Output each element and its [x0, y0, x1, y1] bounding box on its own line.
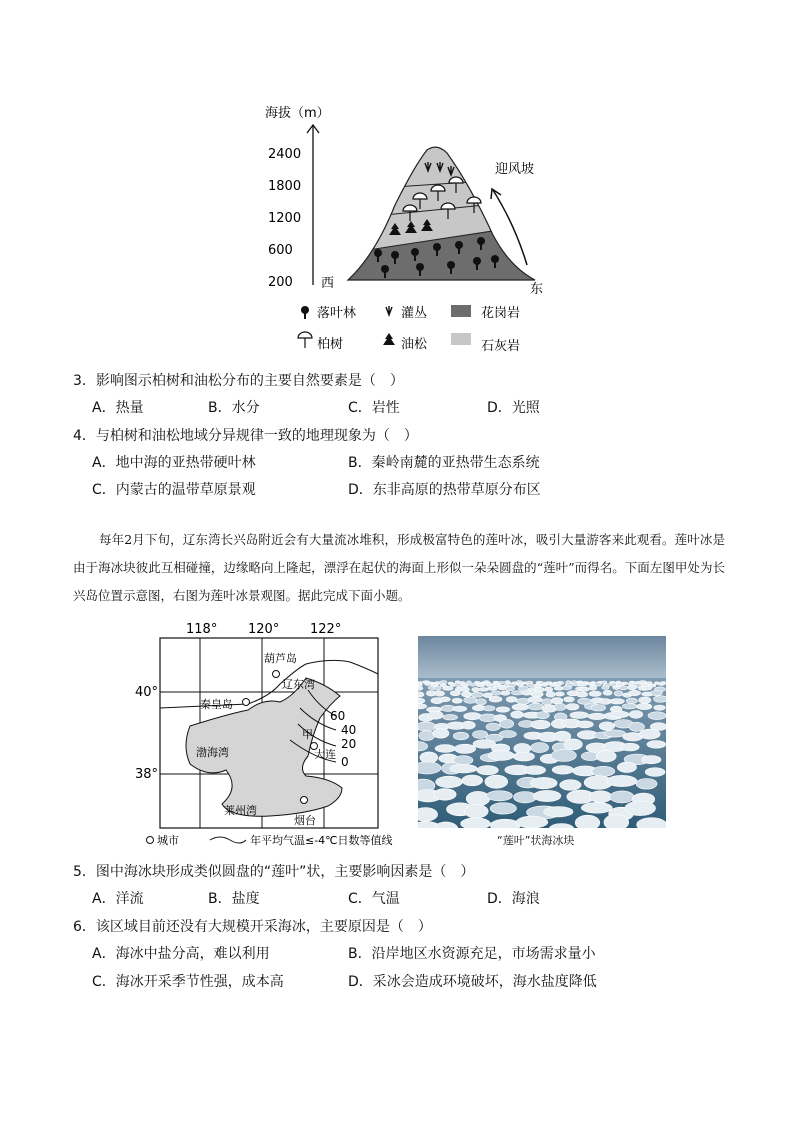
- tick-label: 2400: [268, 147, 302, 162]
- q3-option-b[interactable]: B．水分: [208, 400, 260, 416]
- lat-label: 38°: [135, 767, 159, 782]
- ice-floe: [642, 756, 661, 764]
- ice-floe: [629, 711, 643, 719]
- ice-floe: [589, 686, 596, 691]
- vertical-zonation-figure: [255, 95, 555, 360]
- place-jia: 甲: [302, 728, 313, 741]
- ice-floe: [461, 687, 469, 691]
- question-5-stem: 5．图中海冰块形成类似圆盘的“莲叶”状，主要影响因素是（ ）: [73, 864, 475, 880]
- ice-floe: [578, 683, 587, 687]
- ice-floe: [531, 743, 549, 753]
- west-label: 西: [321, 276, 335, 291]
- q6-option-d[interactable]: D．采冰会造成环境破坏，海水盐度降低: [348, 974, 597, 990]
- ice-floe: [450, 764, 477, 773]
- q4-option-d[interactable]: D．东非高原的热带草原分布区: [348, 482, 541, 498]
- place-laizhou: 莱州湾: [224, 804, 257, 817]
- ice-floe: [627, 685, 636, 689]
- ice-floe: [533, 790, 561, 801]
- ice-floe: [418, 762, 441, 774]
- ice-floe: [506, 697, 517, 703]
- tick-label: 600: [268, 243, 293, 258]
- ice-floe: [622, 704, 637, 709]
- ice-floe: [541, 683, 547, 686]
- ice-floe: [528, 703, 543, 710]
- ice-floe: [464, 697, 477, 703]
- ice-floe: [650, 690, 662, 695]
- ice-floe: [560, 780, 581, 791]
- question-4-stem: 4．与柏树和油松地域分异规律一致的地理现象为（ ）: [73, 428, 418, 444]
- ice-floe: [575, 815, 600, 828]
- ice-floe: [645, 768, 665, 777]
- place-bohai: 渤海湾: [196, 746, 229, 759]
- ice-floe: [486, 791, 512, 801]
- ice-floe: [435, 745, 455, 753]
- ice-floe: [613, 686, 620, 690]
- ice-floe: [555, 692, 564, 696]
- ice-floe: [434, 789, 457, 801]
- ice-floe: [604, 730, 626, 737]
- lon-label: 118°: [186, 622, 218, 637]
- q5-option-b[interactable]: B．盐度: [208, 891, 260, 907]
- ice-floe: [599, 722, 614, 731]
- ice-floe: [542, 699, 553, 705]
- ice-floe: [461, 684, 468, 687]
- place-yantai: 烟台: [294, 814, 316, 827]
- ice-floe: [621, 743, 639, 751]
- ice-floe: [554, 703, 566, 710]
- ice-floe: [514, 792, 537, 803]
- ice-floe: [473, 731, 488, 739]
- ice-floe: [563, 686, 572, 690]
- windward-label: 迎风坡: [495, 162, 535, 177]
- lon-label: 120°: [248, 622, 280, 637]
- legend-city-marker: [147, 837, 154, 844]
- ice-floe: [639, 729, 660, 739]
- ice-floe: [476, 699, 486, 705]
- ice-floe: [418, 698, 425, 703]
- ice-floe: [658, 682, 665, 685]
- ice-floe: [418, 692, 424, 697]
- ice-floe: [433, 686, 441, 690]
- legend-shrub: 灌丛: [401, 306, 428, 321]
- ice-floe: [487, 687, 497, 690]
- ice-floe: [461, 818, 491, 828]
- ice-floe: [440, 697, 451, 702]
- ice-floe: [552, 766, 573, 775]
- q5-option-d[interactable]: D．海浪: [487, 891, 540, 907]
- ice-floe: [419, 731, 435, 741]
- ice-floe: [476, 684, 485, 687]
- y-axis-label: 海拔（m）: [265, 106, 330, 121]
- ice-floe: [610, 699, 625, 704]
- ice-floe: [454, 744, 475, 753]
- ice-floe: [506, 687, 515, 691]
- ice-floe: [418, 808, 438, 822]
- ice-floe: [588, 713, 606, 719]
- q6-option-a[interactable]: A．海冰中盐分高，难以利用: [92, 946, 270, 962]
- q4-option-c[interactable]: C．内蒙古的温带草原景观: [92, 482, 256, 498]
- ice-floe: [604, 814, 629, 828]
- ice-floe: [418, 683, 422, 686]
- ice-floe: [545, 687, 553, 692]
- ice-floe: [614, 691, 623, 696]
- ice-floe: [602, 681, 607, 683]
- ice-floe: [488, 750, 514, 760]
- ice-floe: [418, 722, 436, 731]
- photo-caption: “莲叶”状海冰块: [497, 834, 575, 847]
- ice-floe: [511, 711, 524, 718]
- ice-floe: [518, 686, 528, 691]
- q3-option-c[interactable]: C．岩性: [348, 400, 400, 416]
- place-qinhuangdao: 秦皇岛: [200, 698, 233, 711]
- ice-floe: [589, 791, 612, 803]
- ice-floe: [501, 691, 510, 695]
- ice-floe: [450, 691, 460, 696]
- ice-floe: [600, 699, 611, 705]
- ice-floe: [581, 802, 612, 813]
- ice-floe: [452, 698, 462, 703]
- q5-option-a[interactable]: A．洋流: [92, 891, 144, 907]
- ice-floe: [485, 775, 508, 788]
- ice-floe: [453, 732, 469, 740]
- ice-floe: [639, 697, 651, 704]
- reading-passage: 每年2月下旬，辽东湾长兴岛附近会有大量流冰堆积，形成极富特色的莲叶冰，吸引大量游客来此观看。莲叶冰是由于海冰块彼此互相碰撞，边缘略向上隆起，漂浮在起伏的海面上形似一朵朵圆盘的“莲叶”而得名。下面左图甲处为长兴岛位置示意图，右图为莲叶冰景观图。据此完成下面小题。: [73, 532, 725, 603]
- ice-floe: [418, 686, 423, 690]
- ice-floe: [551, 750, 576, 762]
- ice-floe: [425, 682, 432, 685]
- ice-floe: [428, 711, 443, 719]
- legend-limestone: 石灰岩: [481, 339, 521, 354]
- ice-floe: [625, 801, 656, 816]
- ice-floe: [531, 720, 550, 729]
- ice-floe: [466, 791, 490, 805]
- ice-floe: [602, 686, 609, 690]
- ice-floe: [534, 684, 542, 687]
- contour-label: 40: [341, 723, 357, 737]
- q4-option-b[interactable]: B．秦岭南麓的亚热带生态系统: [348, 455, 540, 471]
- q3-option-a[interactable]: A．热量: [92, 400, 144, 416]
- ice-floe: [489, 696, 502, 702]
- ice-floe: [469, 683, 476, 686]
- ice-floe: [592, 766, 615, 776]
- ice-floe: [643, 686, 652, 690]
- legend-cypress: 柏树: [317, 337, 344, 352]
- ice-floe: [554, 682, 561, 686]
- question-6-stem: 6．该区域目前还没有大规模开采海冰，主要原因是（ ）: [73, 919, 432, 935]
- q6-option-c[interactable]: C．海冰开采季节性强，成本高: [92, 974, 284, 990]
- ice-floe: [464, 805, 488, 819]
- ice-floe: [486, 683, 493, 687]
- contour-label: 20: [341, 737, 357, 751]
- ice-floe: [637, 703, 652, 709]
- lat-label: 40°: [135, 685, 159, 700]
- legend-contour: 年平均气温≤-4℃日数等值线: [250, 834, 393, 847]
- ice-floe: [629, 722, 645, 731]
- q6-option-b[interactable]: B．沿岸地区水资源充足，市场需求量小: [348, 946, 596, 962]
- ice-floe: [603, 690, 612, 695]
- ice-floe: [443, 714, 458, 720]
- ice-floe: [617, 762, 636, 772]
- ice-floe: [496, 707, 510, 712]
- contour-label: 60: [330, 709, 346, 723]
- ice-floe: [462, 721, 476, 729]
- ice-floe: [654, 705, 666, 710]
- contour-label: 0: [341, 755, 349, 769]
- ice-floe: [516, 816, 548, 828]
- q4-option-a[interactable]: A．地中海的亚热带硬叶林: [92, 455, 256, 471]
- ice-floe: [611, 711, 629, 717]
- ice-floe: [628, 690, 640, 695]
- tick-label: 200: [268, 275, 293, 290]
- ice-floe: [512, 704, 529, 710]
- ice-floe: [453, 706, 467, 712]
- lon-label: 122°: [310, 622, 342, 637]
- ice-floe: [626, 698, 637, 703]
- ice-floe: [433, 729, 449, 739]
- ice-floe: [546, 692, 555, 698]
- east-label: 东: [530, 282, 544, 297]
- ice-floe: [589, 691, 601, 696]
- ice-floe: [517, 682, 524, 686]
- ice-floe: [564, 697, 575, 702]
- question-3-stem: 3．影响图示柏树和油松分布的主要自然要素是（ ）: [73, 373, 404, 389]
- ice-floe: [648, 712, 666, 720]
- ice-floe: [527, 683, 534, 687]
- ice-floe: [443, 686, 453, 690]
- ice-floe: [587, 682, 594, 685]
- ice-floe: [647, 741, 666, 749]
- ice-floe: [477, 766, 498, 775]
- ice-floe: [483, 706, 495, 711]
- ice-floe: [607, 775, 637, 786]
- ice-floe: [499, 731, 516, 738]
- ice-floe: [454, 683, 462, 686]
- ice-floe: [551, 698, 563, 704]
- mountain-profile: [335, 135, 545, 285]
- q3-option-d[interactable]: D．光照: [487, 400, 540, 416]
- pancake-ice-photo: [418, 636, 666, 828]
- ice-floe: [530, 777, 557, 788]
- ice-floe: [462, 775, 483, 786]
- ice-floe: [619, 686, 627, 690]
- bohai-map: [130, 618, 410, 850]
- ice-floe: [570, 712, 589, 719]
- ice-floe: [461, 692, 471, 697]
- ice-floe: [513, 752, 534, 761]
- place-dalian: 大连: [314, 748, 336, 761]
- tick-label: 1200: [268, 211, 302, 226]
- legend-city: 城市: [157, 834, 179, 847]
- ice-floe: [654, 696, 667, 703]
- ice-floe: [531, 691, 543, 697]
- ice-floe: [472, 692, 484, 697]
- ice-floe: [580, 687, 590, 691]
- ice-floe: [490, 803, 516, 814]
- ice-floe: [596, 750, 616, 762]
- ice-floe: [576, 692, 587, 697]
- place-liaodong: 辽东湾: [282, 678, 315, 691]
- ice-floe: [536, 712, 549, 719]
- tick-label: 1800: [268, 179, 302, 194]
- ice-floe: [440, 681, 447, 684]
- ice-floe: [576, 721, 593, 728]
- ice-floe: [486, 723, 500, 731]
- legend-granite: 花岗岩: [481, 306, 521, 321]
- ice-floe: [528, 697, 543, 703]
- ice-floe: [544, 807, 573, 817]
- ice-floe: [435, 691, 445, 696]
- legend-deciduous: 落叶林: [317, 306, 357, 321]
- figure1-legend: [298, 305, 520, 354]
- q5-option-c[interactable]: C．气温: [348, 891, 400, 907]
- legend-pine: 油松: [401, 337, 428, 352]
- ice-floe: [566, 704, 579, 710]
- ice-floe: [636, 779, 657, 790]
- ice-floe: [500, 719, 514, 728]
- legend-contour-line: [210, 837, 246, 843]
- ice-floe: [524, 766, 546, 775]
- ice-floe: [591, 705, 606, 711]
- ice-floe: [564, 739, 583, 750]
- ice-floe: [610, 791, 634, 803]
- ice-floe: [464, 713, 482, 720]
- ice-floe: [491, 691, 501, 695]
- ice-floe: [420, 752, 438, 763]
- ice-floe: [436, 776, 463, 787]
- place-huludao: 葫芦岛: [264, 652, 297, 665]
